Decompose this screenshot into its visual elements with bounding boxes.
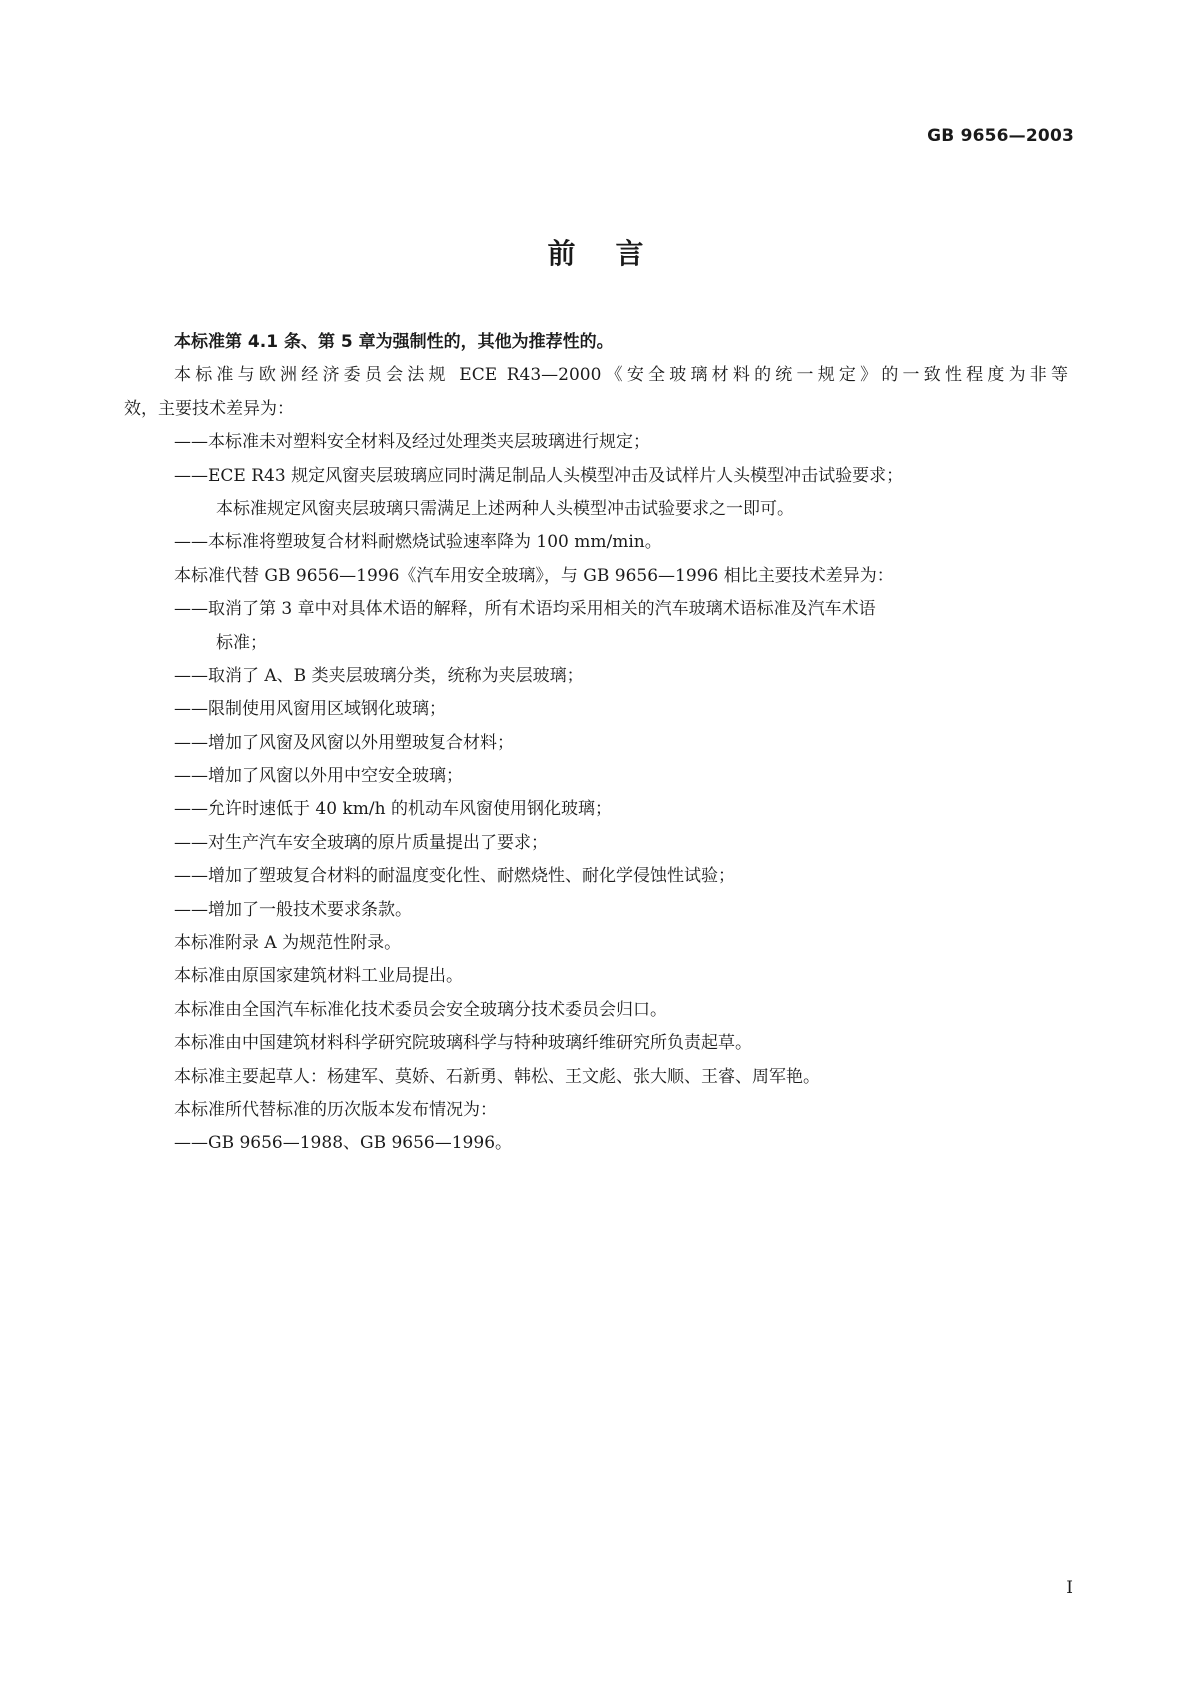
change-item: ——限制使用风窗用区域钢化玻璃； xyxy=(174,699,446,720)
centralized-by: 本标准由全国汽车标准化技术委员会安全玻璃分技术委员会归口。 xyxy=(174,999,667,1020)
history-intro: 本标准所代替标准的历次版本发布情况为： xyxy=(174,1099,497,1120)
change-item: ——对生产汽车安全玻璃的原片质量提出了要求； xyxy=(174,832,548,853)
change-item: ——增加了一般技术要求条款。 xyxy=(174,899,412,920)
mandatory-statement: 本标准第 4.1 条、第 5 章为强制性的，其他为推荐性的。 xyxy=(174,332,614,352)
ece-consistency-line-2: 效，主要技术差异为： xyxy=(124,398,294,419)
drafted-by: 本标准由中国建筑材料科学研究院玻璃科学与特种玻璃纤维研究所负责起草。 xyxy=(174,1033,752,1054)
page-title: 前言 xyxy=(547,237,684,270)
annex-statement: 本标准附录 A 为规范性附录。 xyxy=(174,933,402,954)
ece-difference-item: ——ECE R43 规定风窗夹层玻璃应同时满足制品人头模型冲击及试样片人头模型冲击试验要求； xyxy=(174,465,904,486)
main-drafters: 本标准主要起草人：杨建军、莫娇、石新勇、韩松、王文彪、张大顺、王睿、周军艳。 xyxy=(174,1066,820,1087)
change-item: ——增加了风窗及风窗以外用塑玻复合材料； xyxy=(174,732,514,753)
change-item: ——增加了塑玻复合材料的耐温度变化性、耐燃烧性、耐化学侵蚀性试验； xyxy=(174,866,735,887)
change-item-continuation: 标准； xyxy=(216,632,267,653)
ece-difference-item: ——本标准未对塑料安全材料及经过处理类夹层玻璃进行规定； xyxy=(174,432,650,453)
foreword-body xyxy=(124,326,1068,1161)
change-item: ——取消了第 3 章中对具体术语的解释，所有术语均采用相关的汽车玻璃术语标准及汽车术语 xyxy=(174,599,876,620)
replaces-statement: 本标准代替 GB 9656—1996《汽车用安全玻璃》，与 GB 9656—1996 相比主要技术差异为： xyxy=(174,565,894,586)
ece-difference-item: ——本标准将塑玻复合材料耐燃烧试验速率降为 100 mm/min。 xyxy=(174,532,662,553)
change-item: ——允许时速低于 40 km/h 的机动车风窗使用钢化玻璃； xyxy=(174,799,612,820)
history-item: ——GB 9656—1988、GB 9656—1996。 xyxy=(174,1133,513,1154)
change-item: ——增加了风窗以外用中空安全玻璃； xyxy=(174,766,463,787)
change-item: ——取消了 A、B 类夹层玻璃分类，统称为夹层玻璃； xyxy=(174,665,584,686)
ece-difference-item-continuation: 本标准规定风窗夹层玻璃只需满足上述两种人头模型冲击试验要求之一即可。 xyxy=(216,498,794,519)
page-number: I xyxy=(1066,1578,1073,1598)
proposed-by: 本标准由原国家建筑材料工业局提出。 xyxy=(174,966,463,987)
ece-consistency-line-1: 本标准与欧洲经济委员会法规 ECE R43—2000《安全玻璃材料的统一规定》的一致性程度为非等 xyxy=(174,365,1068,386)
standard-code: GB 9656—2003 xyxy=(927,126,1074,146)
